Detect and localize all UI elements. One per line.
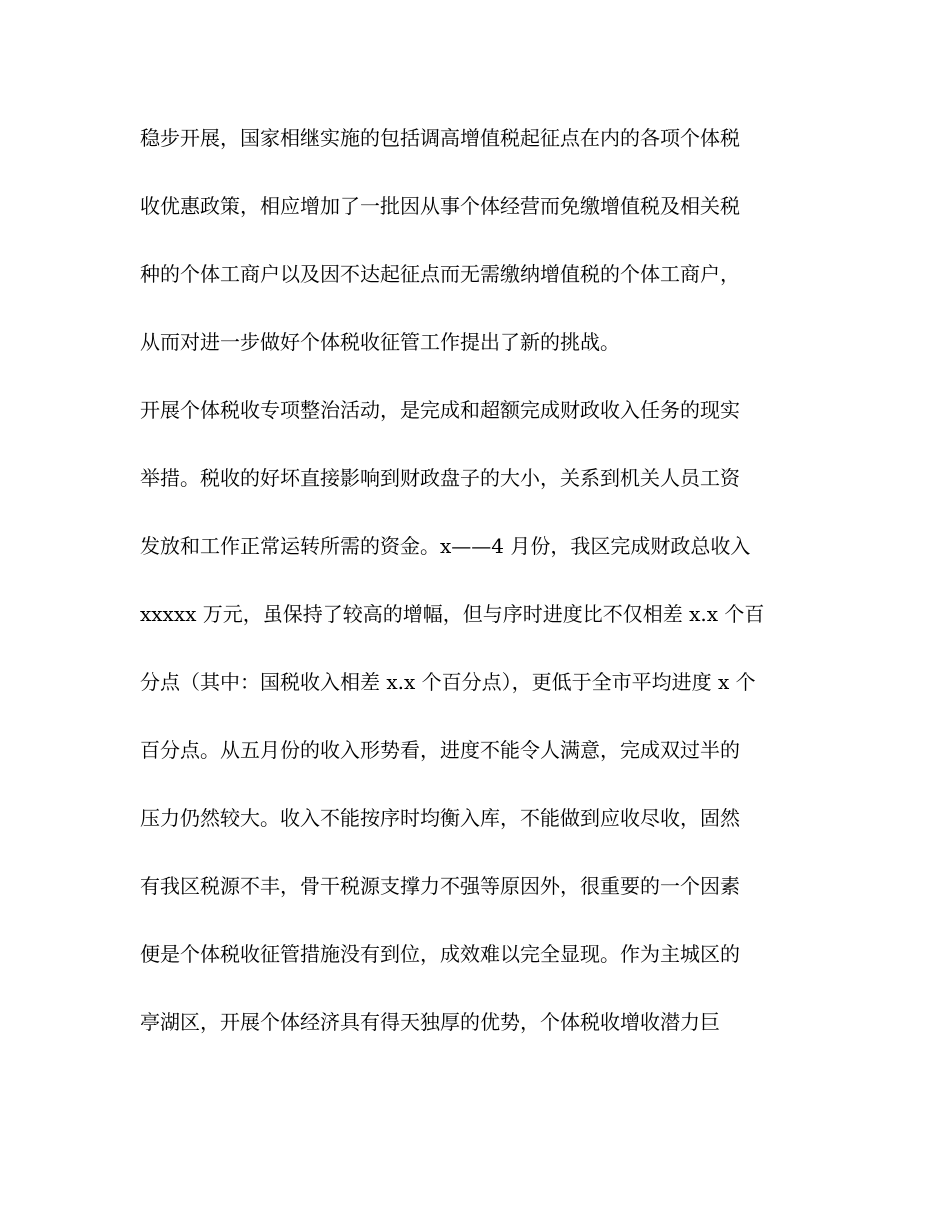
body-text xyxy=(140,118,830,1070)
text-line: 百分点。从五月份的收入形势看，进度不能令人满意，完成双过半的 xyxy=(140,738,740,762)
text-line: 分点（其中：国税收入相差 x.x 个百分点），更低于全市平均进度 x 个 xyxy=(140,670,756,694)
text-line: 稳步开展，国家相继实施的包括调高增值税起征点在内的各项个体税 xyxy=(140,126,740,150)
text-line: xxxxx 万元，虽保持了较高的增幅，但与序时进度比不仅相差 x.x 个百 xyxy=(140,602,765,626)
text-line: 有我区税源不丰，骨干税源支撑力不强等原因外，很重要的一个因素 xyxy=(140,874,740,898)
text-line: 开展个体税收专项整治活动，是完成和超额完成财政收入任务的现实 xyxy=(140,398,740,422)
text-line: 从而对进一步做好个体税收征管工作提出了新的挑战。 xyxy=(140,330,620,354)
text-line: 发放和工作正常运转所需的资金。x——4 月份，我区完成财政总收入 xyxy=(140,534,751,558)
text-line: 种的个体工商户以及因不达起征点而无需缴纳增值税的个体工商户， xyxy=(140,262,740,286)
text-line: 收优惠政策，相应增加了一批因从事个体经营而免缴增值税及相关税 xyxy=(140,194,740,218)
text-line: 举措。税收的好坏直接影响到财政盘子的大小，关系到机关人员工资 xyxy=(140,466,740,490)
text-line: 压力仍然较大。收入不能按序时均衡入库，不能做到应收尽收，固然 xyxy=(140,806,740,830)
text-line: 便是个体税收征管措施没有到位，成效难以完全显现。作为主城区的 xyxy=(140,942,740,966)
text-line: 亭湖区，开展个体经济具有得天独厚的优势，个体税收增收潜力巨 xyxy=(140,1010,720,1034)
